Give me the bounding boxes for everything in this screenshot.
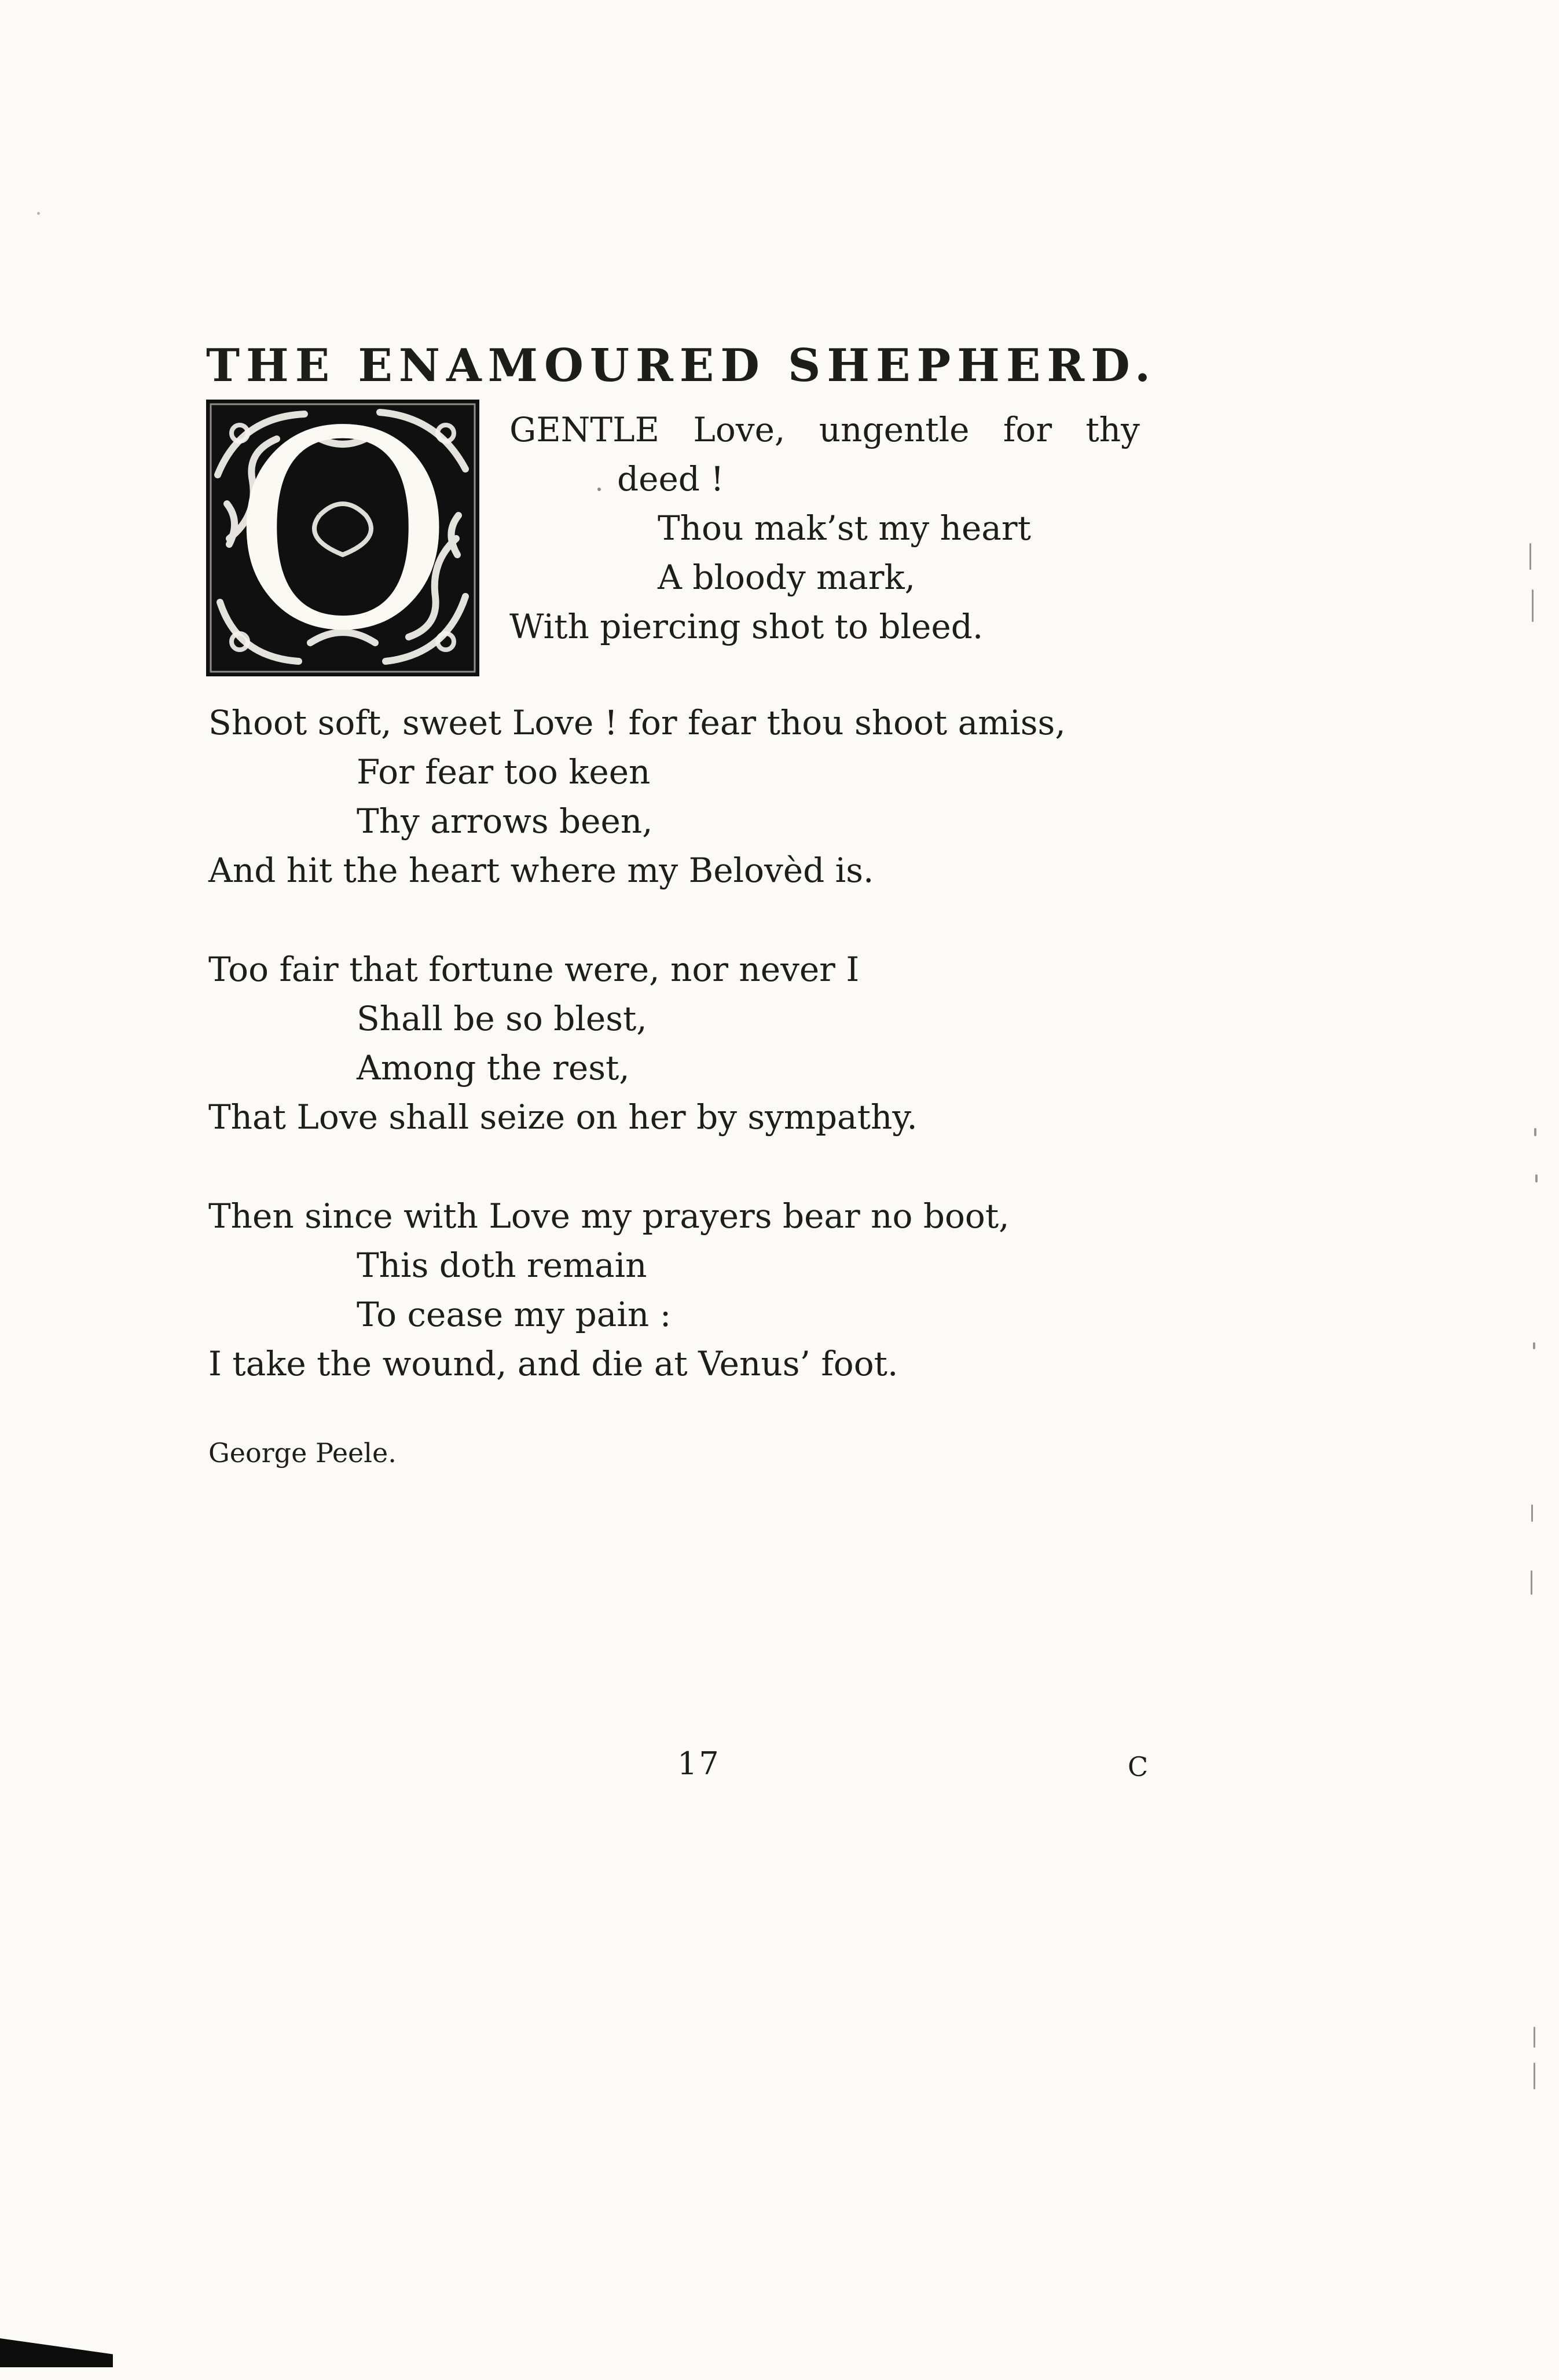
poem-line: Too fair that fortune were, nor never I [208, 950, 860, 989]
poem-line: And hit the heart where my Belovèd is. [208, 851, 874, 890]
poem-line: deed ! [617, 459, 724, 499]
scan-artifact [1534, 2063, 1535, 2089]
scan-artifact [1534, 1128, 1536, 1136]
stanza-3 [208, 945, 918, 1142]
poem-line: A bloody mark, [658, 558, 916, 597]
stanza-1 [509, 405, 1210, 651]
scan-artifact [1532, 589, 1534, 622]
poem-line: To cease my pain : [357, 1295, 672, 1334]
scan-artifact-corner [0, 2338, 113, 2367]
poem-line: GENTLE Love, ungentle for thy [509, 410, 1140, 449]
poem-line: Thou mak’st my heart [658, 508, 1031, 548]
stanza-2 [208, 698, 1066, 895]
scan-artifact [1529, 543, 1531, 570]
author-attribution: George Peele. [208, 1437, 397, 1469]
scan-artifact [37, 212, 40, 215]
drop-cap-letter: O [231, 374, 454, 690]
scan-artifact [1535, 1174, 1538, 1182]
poem-line: With piercing shot to bleed. [509, 607, 984, 646]
poem-line: I take the wound, and die at Venus’ foot. [208, 1344, 898, 1383]
poem-line: That Love shall seize on her by sympathy. [208, 1097, 918, 1137]
scan-artifact [1534, 2027, 1535, 2048]
page-number: 17 [677, 1745, 721, 1782]
scan-artifact [1533, 1342, 1535, 1349]
poem-line: Thy arrows been, [357, 801, 653, 841]
poem-line: For fear too keen [357, 752, 651, 792]
stanza-4 [208, 1192, 1010, 1389]
scan-artifact [597, 488, 601, 491]
scan-artifact [1531, 1570, 1532, 1595]
poem-line: This doth remain [357, 1246, 647, 1285]
poem-line: Shoot soft, sweet Love ! for fear thou shoot amiss, [208, 703, 1066, 742]
ornate-initial-block [206, 374, 479, 690]
poem-line: Shall be so blest, [357, 999, 647, 1038]
poem-title: THE ENAMOURED SHEPHERD. [206, 339, 1157, 393]
poem-line: Then since with Love my prayers bear no boot, [208, 1196, 1010, 1236]
poem-line: Among the rest, [357, 1048, 630, 1088]
signature-mark: C [1128, 1751, 1149, 1782]
scan-artifact [1531, 1504, 1533, 1522]
